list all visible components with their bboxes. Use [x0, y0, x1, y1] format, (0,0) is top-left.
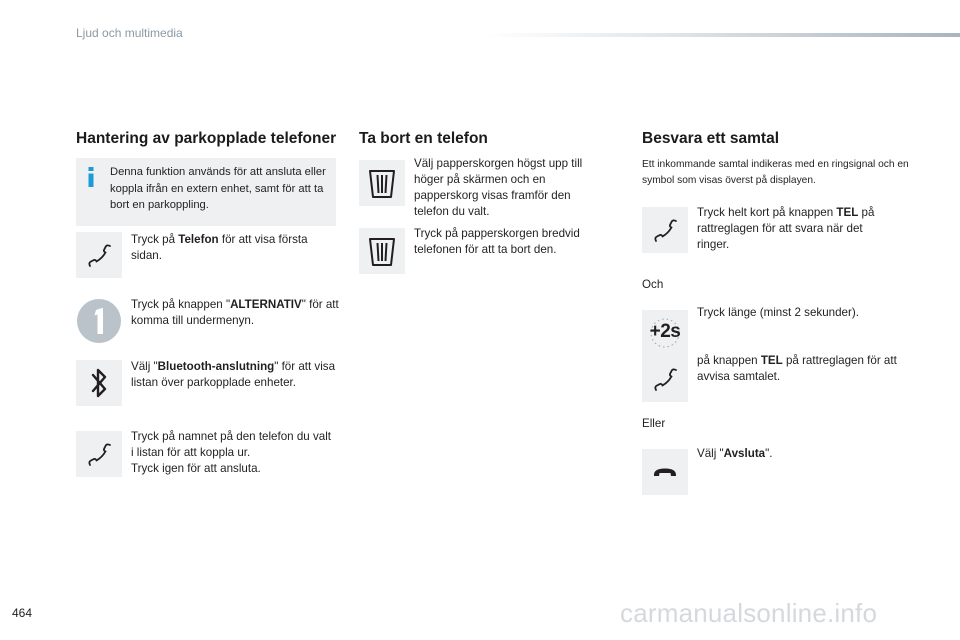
info-box — [76, 158, 336, 226]
col3-step1-text: Tryck helt kort på knappen TEL på rattreglagen för att svara när det ringer. — [697, 206, 875, 251]
section-header-title: Ljud och multimedia — [76, 26, 183, 40]
col3-step3-text: på knappen TEL på rattreglagen för att avvisa samtalet. — [697, 354, 897, 383]
col3-step4-text: Välj "Avsluta". — [697, 447, 773, 460]
och-text: Och — [642, 278, 664, 291]
col3-title: Besvara ett samtal — [642, 130, 779, 147]
info-text: Denna funktion används för att ansluta eller koppla ifrån en extern enhet, samt för att ta bort en parkoppling. — [110, 166, 326, 211]
phone-icon-box-3 — [642, 207, 688, 253]
two-seconds-icon-box — [642, 310, 688, 356]
col2-step2-text: Tryck på papperskorgen bredvid telefonen för att ta bort den. — [414, 227, 580, 256]
trash-icon — [367, 234, 397, 268]
number-one-box — [76, 298, 122, 344]
header-divider — [485, 33, 960, 37]
hang-up-icon — [651, 463, 679, 481]
watermark: carmanualsonline.info — [620, 598, 878, 628]
col2-title: Ta bort en telefon — [359, 130, 488, 147]
col3-step2-text: Tryck länge (minst 2 sekunder). — [697, 306, 859, 319]
trash-icon-box — [359, 160, 405, 206]
phone-icon — [86, 441, 112, 467]
eller-text: Eller — [642, 417, 666, 430]
phone-icon-box-4 — [642, 356, 688, 402]
bluetooth-icon-box — [76, 360, 122, 406]
bluetooth-icon — [86, 366, 112, 400]
trash-icon-box-2 — [359, 228, 405, 274]
phone-icon-box — [76, 232, 122, 278]
col2-step1-text: Välj papperskorgen högst upp till höger på skärmen och en papperskorg visas framför den telefon du valt. — [414, 157, 583, 218]
two-seconds-icon — [642, 310, 688, 356]
page-number: 464 — [12, 606, 33, 620]
col3-intro-text: Ett inkommande samtal indikeras med en ringsignal och en symbol som visas överst på displayen. — [642, 159, 909, 186]
number-one-icon — [76, 298, 122, 344]
phone-icon — [652, 366, 678, 392]
phone-icon — [652, 217, 678, 243]
info-icon — [87, 167, 95, 187]
col1-step2-text: Tryck på knappen "ALTERNATIV" för att komma till undermenyn. — [131, 298, 339, 327]
two-seconds-label: +2s — [649, 321, 681, 342]
col1-step1-text: Tryck på Telefon för att visa första sidan. — [131, 233, 308, 262]
col1-step4-text: Tryck på namnet på den telefon du valt i listan för att koppla ur. Tryck igen för att ansluta. — [131, 430, 332, 475]
trash-icon — [367, 166, 397, 200]
col1-step3-text: Välj "Bluetooth-anslutning" för att visa listan över parkopplade enheter. — [131, 360, 336, 389]
phone-icon — [86, 242, 112, 268]
phone-icon-box-2 — [76, 431, 122, 477]
hang-up-icon-box — [642, 449, 688, 495]
col1-title: Hantering av parkopplade telefoner — [76, 130, 337, 147]
